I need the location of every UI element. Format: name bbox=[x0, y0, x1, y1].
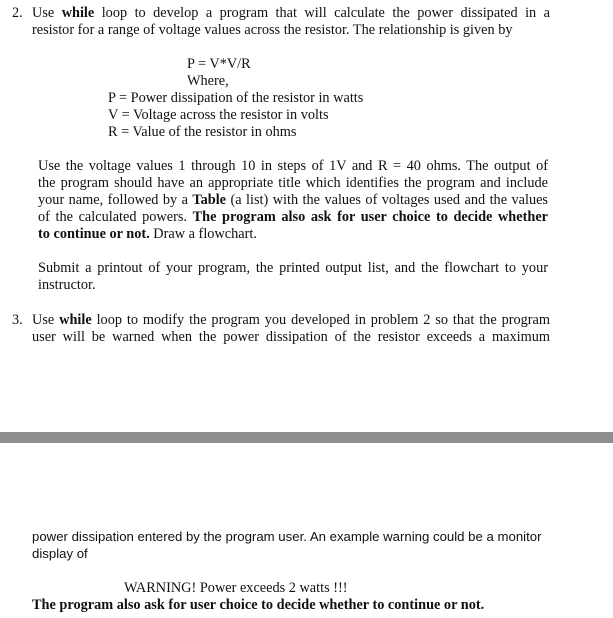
continuation-bold-line: The program also ask for user choice to decide whether to continue or not. bbox=[32, 597, 485, 613]
paragraph-1-line-3: your name, followed by a Table (a list) with the values of voltages used and the values bbox=[38, 192, 548, 208]
problem-2-line-2: resistor for a range of voltage values across the resistor. The relationship is given by bbox=[32, 22, 513, 38]
definition-v: V = Voltage across the resistor in volts bbox=[108, 107, 329, 123]
paragraph-1-line-2: the program should have an appropriate title which identifies the program and include bbox=[38, 175, 548, 191]
problem-3-line-1: Use while loop to modify the program you developed in problem 2 so that the program bbox=[32, 312, 550, 328]
definition-r: R = Value of the resistor in ohms bbox=[108, 124, 297, 140]
page-divider bbox=[0, 432, 613, 443]
formula-where: Where, bbox=[187, 73, 229, 89]
continuation-line-1: power dissipation entered by the program user. An example warning could be a monitor bbox=[32, 529, 542, 544]
problem-3-number: 3. bbox=[12, 312, 23, 328]
paragraph-2-line-1: Submit a printout of your program, the printed output list, and the flowchart to your bbox=[38, 260, 548, 276]
problem-2-number: 2. bbox=[12, 5, 23, 21]
paragraph-1-line-4: of the calculated powers. The program also ask for user choice to decide whether bbox=[38, 209, 549, 225]
definition-p: P = Power dissipation of the resistor in watts bbox=[108, 90, 364, 106]
paragraph-2-line-2: instructor. bbox=[38, 277, 96, 293]
paragraph-1-line-1: Use the voltage values 1 through 10 in steps of 1V and R = 40 ohms. The output of bbox=[38, 158, 548, 174]
paragraph-1-line-5: to continue or not. Draw a flowchart. bbox=[38, 226, 257, 242]
continuation-line-2: display of bbox=[32, 546, 88, 561]
warning-example: WARNING! Power exceeds 2 watts !!! bbox=[124, 580, 348, 596]
formula: P = V*V/R bbox=[187, 56, 251, 72]
problem-3-line-2: user will be warned when the power dissipation of the resistor exceeds a maximum bbox=[32, 329, 550, 345]
problem-2-line-1: Use while loop to develop a program that will calculate the power dissipated in a bbox=[32, 5, 550, 21]
